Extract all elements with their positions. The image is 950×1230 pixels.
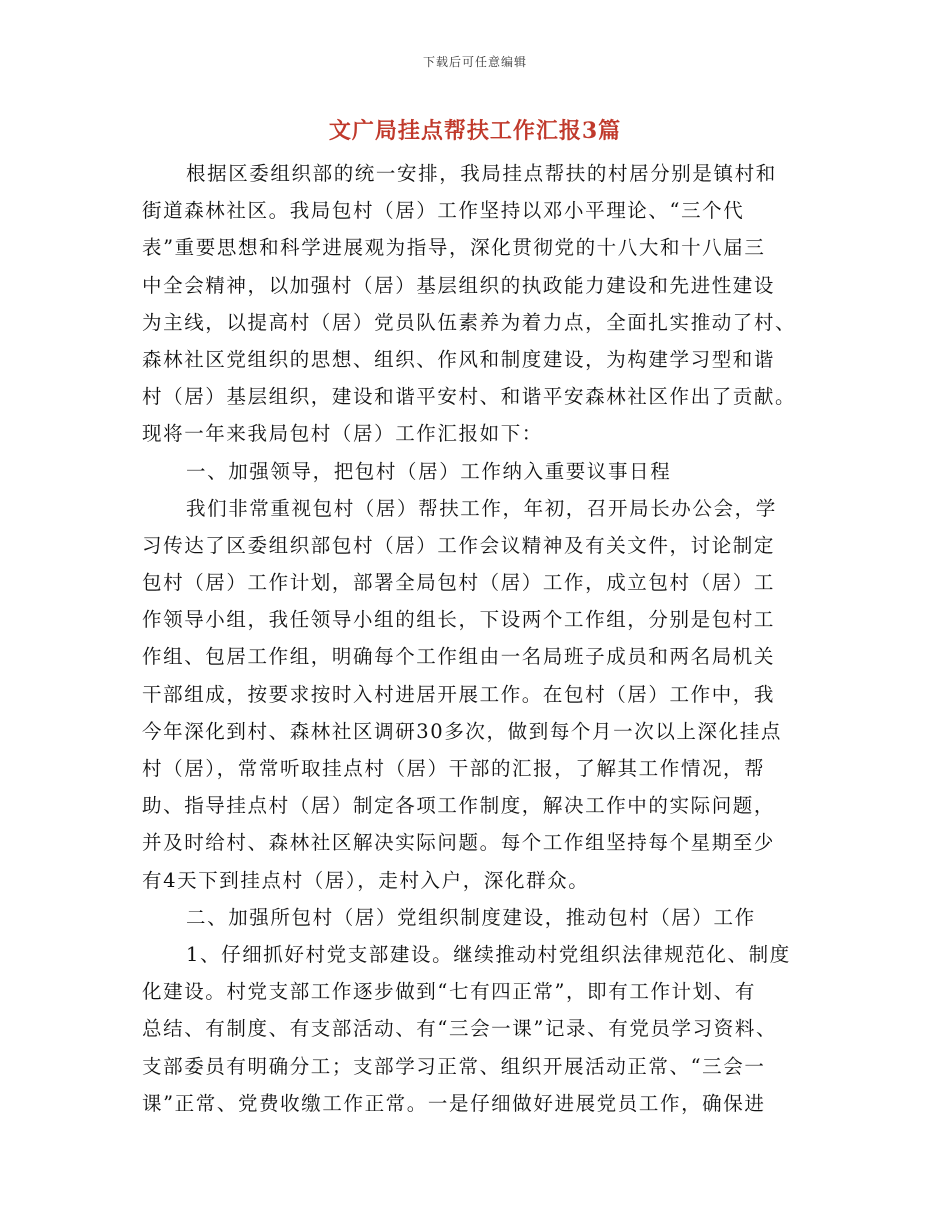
text-line: 森林社区党组织的思想、组织、作风和制度建设，为构建学习型和谐 (142, 347, 776, 371)
text-line: 根据区委组织部的统一安排，我局挂点帮扶的村居分别是镇村和 (186, 162, 777, 185)
text-line: 我们非常重视包村（居）帮扶工作，年初，召开局长办公会，学 (186, 496, 777, 520)
text-line: 村（居）基层组织，建设和谐平安村、和谐平安森林社区作出了贡献。 (142, 385, 797, 409)
text-line: 总结、有制度、有支部活动、有“三会一课”记录、有党员学习资料、 (142, 1017, 778, 1041)
text-line: 表”重要思想和科学进展观为指导，深化贯彻党的十八大和十八届三 (142, 236, 766, 260)
text-line: 村（居），常常听取挂点村（居）干部的汇报，了解其工作情况，帮 (142, 757, 766, 780)
text-line: 现将一年来我局包村（居）工作汇报如下： (142, 422, 543, 446)
text-line: 二、加强所包村（居）党组织制度建设，推动包村（居）工作 (186, 905, 756, 929)
text-line: 支部委员有明确分工；支部学习正常、组织开展活动正常、“三会一 (142, 1054, 766, 1078)
text-line: 包村（居）工作计划，部署全局包村（居）工作，成立包村（居）工 (142, 571, 776, 595)
text-line: 课”正常、党费收缴工作正常。一是仔细做好进展党员工作，确保进 (142, 1091, 766, 1115)
text-line: 习传达了区委组织部包村（居）工作会议精神及有关文件，讨论制定 (142, 533, 776, 557)
text-line: 有4天下到挂点村（居），走村入户，深化群众。 (142, 868, 590, 892)
text-line: 街道森林社区。我局包村（居）工作坚持以邓小平理论、“三个代 (142, 199, 745, 223)
text-line: 作组、包居工作组，明确每个工作组由一名局班子成员和两名局机关 (142, 645, 776, 669)
document-body (142, 155, 802, 1122)
text-line: 今年深化到村、森林社区调研30多次，做到每个月一次以上深化挂点 (142, 719, 782, 743)
text-line: 1、仔细抓好村党支部建设。继续推动村党组织法律规范化、制度 (186, 942, 791, 966)
text-line: 作领导小组，我任领导小组的组长，下设两个工作组，分别是包村工 (142, 608, 776, 632)
text-line: 中全会精神，以加强村（居）基层组织的执政能力建设和先进性建设 (142, 273, 776, 297)
text-line: 助、指导挂点村（居）制定各项工作制度，解决工作中的实际问题， (142, 794, 776, 818)
text-line: 化建设。村党支部工作逐步做到“七有四正常”，即有工作计划、有 (142, 980, 756, 1004)
text-line: 一、加强领导，把包村（居）工作纳入重要议事日程 (186, 459, 672, 483)
document-title: 文广局挂点帮扶工作汇报3篇 (328, 118, 622, 144)
page-header-note: 下载后可任意编辑 (422, 55, 527, 69)
text-line: 干部组成，按要求按时入村进居开展工作。在包村（居）工作中，我 (142, 682, 776, 706)
text-line: 并及时给村、森林社区解决实际问题。每个工作组坚持每个星期至少 (142, 831, 776, 855)
text-line: 为主线，以提高村（居）党员队伍素养为着力点，全面扎实推动了村、 (142, 310, 797, 334)
